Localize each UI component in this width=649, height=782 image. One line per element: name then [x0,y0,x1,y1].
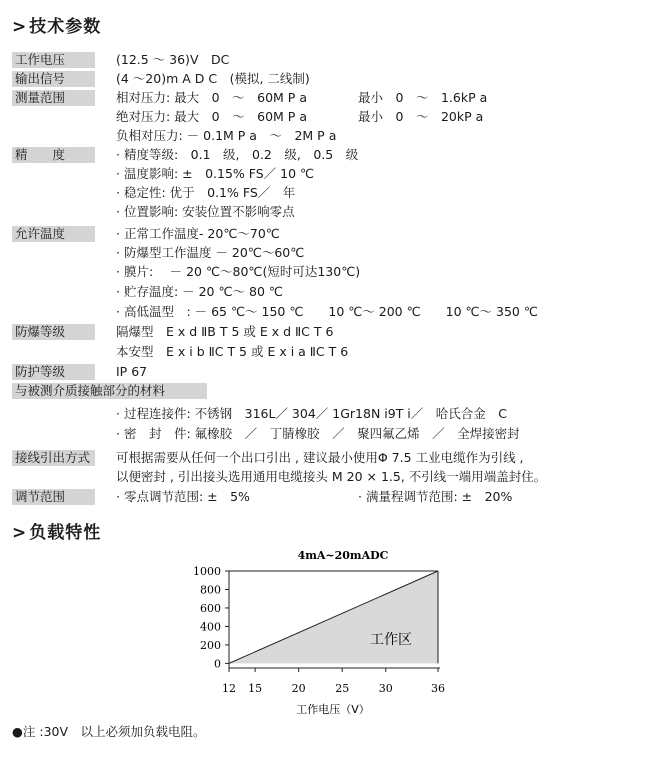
value-working-voltage: (12.5 ～ 36)V DC [116,52,230,67]
x-tick-label: 30 [378,682,393,695]
region-label: 工作区 [370,632,412,648]
label-wiring: 接线引出方式 [12,450,95,466]
chart-title: 4mA~20mADC [297,549,389,562]
value-storage-temp: · 贮存温度: － 20 ℃～ 80 ℃ [116,284,283,299]
specs-title-text: 技术参数 [29,17,102,37]
value-process-connection: · 过程连接件: 不锈钢 316L／ 304／ 1Gr18N i9T i／ 哈氏合金 C [116,406,508,421]
value-range-absolute-min: 最小 0 ～ 20kP a [358,109,484,124]
label-working-voltage: 工作电压 [12,52,95,68]
value-high-low-temp: · 高低温型 : － 65 ℃～ 150 ℃ 10 ℃～ 200 ℃ 10 ℃～ 350 ℃ [116,304,538,319]
value-range-absolute: 绝对压力: 最大 0 ～ 60M P a [116,109,307,124]
value-diaphragm-temp: · 膜片: － 20 ℃～80℃(短时可达130℃) [116,264,361,279]
value-temp-effect: · 温度影响: ± 0.15% FS／ 10 ℃ [116,166,315,181]
label-accuracy: 精 度 [12,147,95,163]
value-seal: · 密 封 件: 氟橡胶 ／ 丁腈橡胶 ／ 聚四氟乙烯 ／ 全焊接密封 [116,426,520,441]
value-position-effect: · 位置影响: 安装位置不影响零点 [116,204,295,219]
value-wiring-line-1: 可根据需要从任何一个出口引出 , 建议最小使用Φ 7.5 工业电缆作为引线 , [116,450,524,465]
y-tick-label: 1000 [193,565,221,578]
x-tick-label: 12 [222,682,236,695]
x-ticks [222,668,445,695]
load-title-text: 负载特性 [29,523,102,543]
chevron-right-icon: > [12,17,28,37]
value-range-relative: 相对压力: 最大 0 ～ 60M P a [116,90,307,105]
value-output-signal: (4 ～20)m A D C (模拟, 二线制) [116,71,310,86]
value-zero-adjust: · 零点调节范围: ± 5% [116,489,250,504]
value-wiring-line-2: 以便密封 , 引出接头选用通用电缆接头 M 20 × 1.5, 不引线一端用端盖封住。 [116,469,547,484]
value-explosion-d: 隔爆型 E x d ⅡB T 5 或 E x d ⅡC T 6 [116,324,334,339]
x-axis-label: 工作电压（V） [296,703,370,716]
label-allowable-temp: 允许温度 [12,226,95,242]
y-ticks [193,565,229,670]
y-tick-label: 0 [214,657,221,671]
value-stability: · 稳定性: 优于 0.1% FS／ 年 [116,185,296,200]
y-tick-label: 800 [200,583,221,597]
label-adjustment: 调节范围 [12,489,95,505]
value-range-negative: 负相对压力: － 0.1M P a ～ 2M P a [116,128,337,143]
load-note: ●注 :30V 以上必须加负载电阻。 [12,724,206,739]
value-protection: IP 67 [116,364,148,379]
y-tick-label: 600 [200,601,221,615]
chevron-right-icon: > [12,523,28,543]
y-tick-label: 400 [200,620,221,634]
x-tick-label: 20 [291,682,306,695]
label-output-signal: 输出信号 [12,71,95,87]
x-tick-label: 36 [431,682,445,695]
value-normal-temp: · 正常工作温度- 20℃～70℃ [116,226,280,241]
value-range-relative-min: 最小 0 ～ 1.6kP a [358,90,488,105]
label-protection-grade: 防护等级 [12,364,95,380]
x-tick-label: 15 [248,682,263,695]
label-wetted-materials: 与被测介质接触部分的材料 [12,383,207,399]
x-tick-label: 25 [335,682,350,695]
label-measuring-range: 测量范围 [12,90,95,106]
value-explosion-i: 本安型 E x i b ⅡC T 5 或 E x i a ⅡC T 6 [116,344,349,359]
value-ex-temp: · 防爆型工作温度 － 20℃～60℃ [116,245,305,260]
value-span-adjust: · 满量程调节范围: ± 20% [358,489,513,504]
value-accuracy-grade: · 精度等级: 0.1 级, 0.2 级, 0.5 级 [116,147,359,162]
label-explosion-grade: 防爆等级 [12,324,95,340]
y-tick-label: 200 [200,638,221,652]
